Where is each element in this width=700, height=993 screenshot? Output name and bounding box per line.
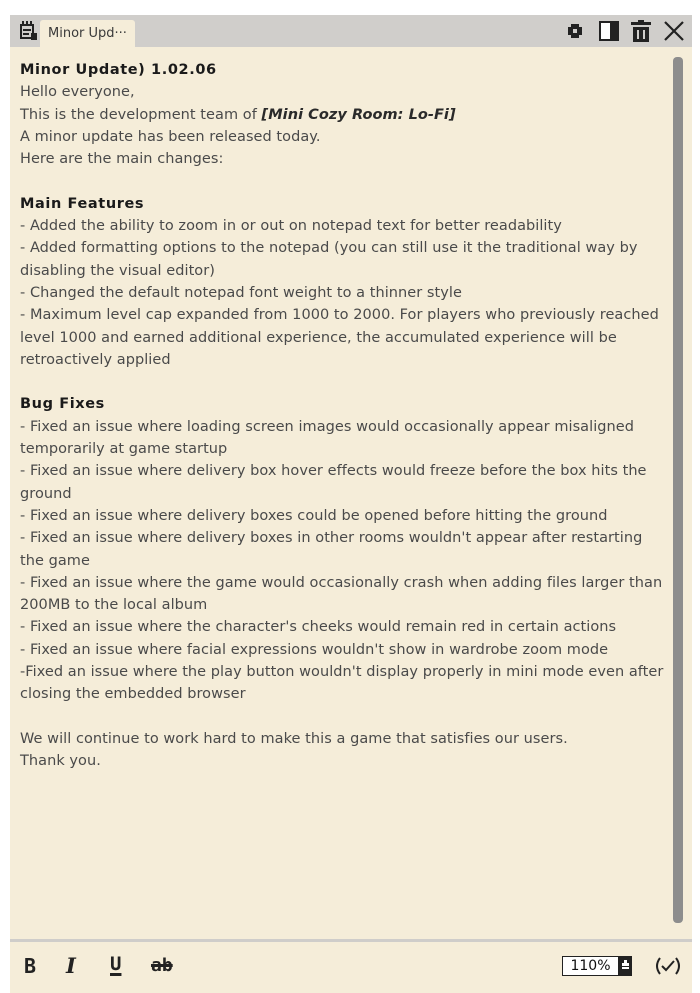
- tab-title: Minor Upd···: [48, 26, 127, 41]
- gear-icon[interactable]: [565, 21, 585, 41]
- feature-item: - Added the ability to zoom in or out on notepad text for better readability: [20, 218, 562, 235]
- game-title: [Mini Cozy Room: Lo-Fi]: [261, 106, 456, 123]
- zoom-control[interactable]: [558, 955, 632, 977]
- feature-item: - Maximum level cap expanded from 1000 to 2000. For players who previously reached level 1000 and earned additional experience, the accumulated experience will be retroactively applied: [20, 307, 659, 368]
- intro-line: [20, 104, 670, 126]
- notepad-window: [10, 15, 692, 990]
- strikethrough-label: ab: [151, 955, 173, 976]
- document-body[interactable]: [20, 59, 670, 773]
- greeting: Hello everyone,: [20, 84, 135, 101]
- closing-line: We will continue to work hard to make this a game that satisfies our users.: [20, 730, 568, 747]
- thanks-line: Thank you.: [20, 753, 101, 770]
- underline-label: U: [110, 953, 122, 975]
- split-view-icon[interactable]: [598, 20, 620, 42]
- feature-item: - Changed the default notepad font weight to a thinner style: [20, 284, 462, 301]
- bugfix-heading: Bug Fixes: [20, 396, 105, 413]
- strikethrough-button[interactable]: [151, 954, 183, 978]
- bugfix-item: - Fixed an issue where delivery box hover effects would freeze before the box hits the ground: [20, 463, 647, 502]
- changes-line: Here are the main changes:: [20, 151, 224, 168]
- italic-label: I: [66, 953, 76, 978]
- tab-document[interactable]: [40, 20, 135, 47]
- feature-item: - Added formatting options to the notepad (you can still use it the traditional way by disabling the visual editor): [20, 240, 638, 279]
- bugfix-item: - Fixed an issue where delivery boxes in other rooms wouldn't appear after restarting the game: [20, 530, 643, 569]
- features-heading: Main Features: [20, 195, 145, 212]
- trash-icon[interactable]: [630, 20, 652, 42]
- check-icon[interactable]: [652, 954, 684, 978]
- bugfix-item: - Fixed an issue where facial expressions wouldn't show in wardrobe zoom mode: [20, 641, 609, 658]
- underline-button[interactable]: [110, 954, 132, 978]
- scrollbar-thumb[interactable]: [673, 57, 683, 923]
- italic-button[interactable]: [66, 954, 88, 978]
- bugfix-item: - Fixed an issue where the character's cheeks would remain red in certain actions: [20, 619, 617, 636]
- bold-button[interactable]: [24, 954, 46, 978]
- notepad-icon: [18, 21, 38, 41]
- bugfix-item: - Fixed an issue where the game would occasionally crash when adding files larger than 200MB to the local album: [20, 574, 663, 614]
- format-toolbar: [10, 939, 692, 993]
- bugfix-item: -Fixed an issue where the play button wouldn't display properly in mini mode even after closing the embedded browser: [20, 664, 664, 703]
- intro-prefix: This is the development team of: [20, 106, 262, 123]
- bugfix-item: - Fixed an issue where loading screen images would occasionally appear misaligned temporarily at game startup: [20, 418, 634, 458]
- close-icon[interactable]: [663, 20, 685, 42]
- bugfix-item: - Fixed an issue where delivery boxes could be opened before hitting the ground: [20, 507, 608, 524]
- title-bar[interactable]: [10, 15, 692, 47]
- zoom-value[interactable]: 110%: [562, 956, 619, 976]
- zoom-stepper-icon[interactable]: [619, 956, 632, 976]
- document-title: Minor Update) 1.02.06: [20, 62, 217, 78]
- release-line: A minor update has been released today.: [20, 128, 321, 145]
- bold-label: B: [24, 954, 37, 978]
